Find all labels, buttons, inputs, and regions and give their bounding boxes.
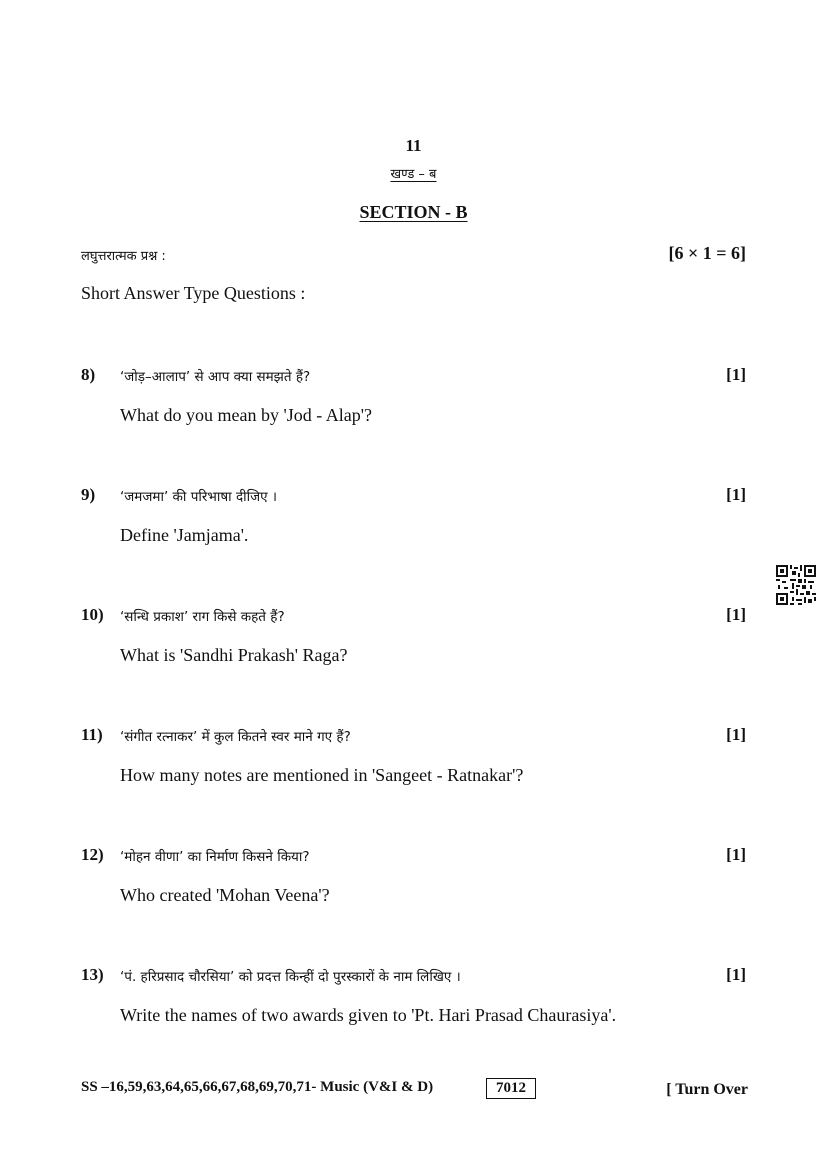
question-number: 12): [81, 845, 104, 864]
paper-number-box: 7012: [486, 1078, 536, 1099]
page-number: 11: [405, 136, 422, 155]
question-number: 9): [81, 485, 96, 504]
question-marks: [1]: [726, 485, 746, 504]
question-number: 13): [81, 965, 104, 984]
question-text-hindi: ‘पं. हरिप्रसाद चौरसिया’ को प्रदत्त किन्हीं दो पुरस्कारों के नाम लिखिए ।: [120, 969, 461, 985]
question-text-hindi: ‘मोहन वीणा’ का निर्माण किसने किया?: [120, 849, 310, 865]
section-title-hindi-text: खण्ड – ब: [390, 167, 437, 182]
question-10: [81, 605, 746, 675]
question-8: [81, 365, 746, 435]
question-text-english: Who created 'Mohan Veena'?: [120, 885, 330, 905]
qr-code-icon: [776, 565, 816, 605]
question-marks: [1]: [726, 605, 746, 624]
question-number: 10): [81, 605, 104, 624]
question-text-english: Write the names of two awards given to 'Pt. Hari Prasad Chaurasiya'.: [120, 1005, 617, 1025]
total-marks: [6 × 1 = 6]: [668, 243, 746, 263]
question-type-hindi: लघुत्तरात्मक प्रश्न :: [81, 249, 166, 264]
question-text-english: Define 'Jamjama'.: [120, 525, 249, 545]
question-number: 8): [81, 365, 96, 384]
question-marks: [1]: [726, 365, 746, 384]
question-text-english: What do you mean by 'Jod - Alap'?: [120, 405, 372, 425]
question-text-hindi: ‘संगीत रत्नाकर’ में कुल कितने स्वर माने गए हैं?: [120, 729, 351, 745]
section-title-english-text: SECTION - B: [359, 202, 468, 222]
question-11: [81, 725, 746, 795]
section-title-hindi: [0, 164, 827, 182]
question-marks: [1]: [726, 965, 746, 984]
question-type-english: Short Answer Type Questions :: [81, 283, 306, 303]
question-marks: [1]: [726, 845, 746, 864]
question-text-english: What is 'Sandhi Prakash' Raga?: [120, 645, 348, 665]
paper-code: SS –16,59,63,64,65,66,67,68,69,70,71- Music (V&I & D): [81, 1079, 434, 1095]
question-text-hindi: ‘जमजमा’ की परिभाषा दीजिए ।: [120, 489, 278, 505]
section-title-english: [0, 202, 827, 223]
turn-over-label: [ Turn Over: [666, 1081, 748, 1098]
question-text-hindi: ‘जोड़–आलाप’ से आप क्या समझते हैं?: [120, 369, 311, 385]
question-text-hindi: ‘सन्धि प्रकाश’ राग किसे कहते हैं?: [120, 609, 285, 625]
question-13: [81, 965, 746, 1035]
question-marks: [1]: [726, 725, 746, 744]
question-number: 11): [81, 725, 103, 744]
question-12: [81, 845, 746, 915]
question-text-english: How many notes are mentioned in 'Sangeet - Ratnakar'?: [120, 765, 524, 785]
question-9: [81, 485, 746, 555]
